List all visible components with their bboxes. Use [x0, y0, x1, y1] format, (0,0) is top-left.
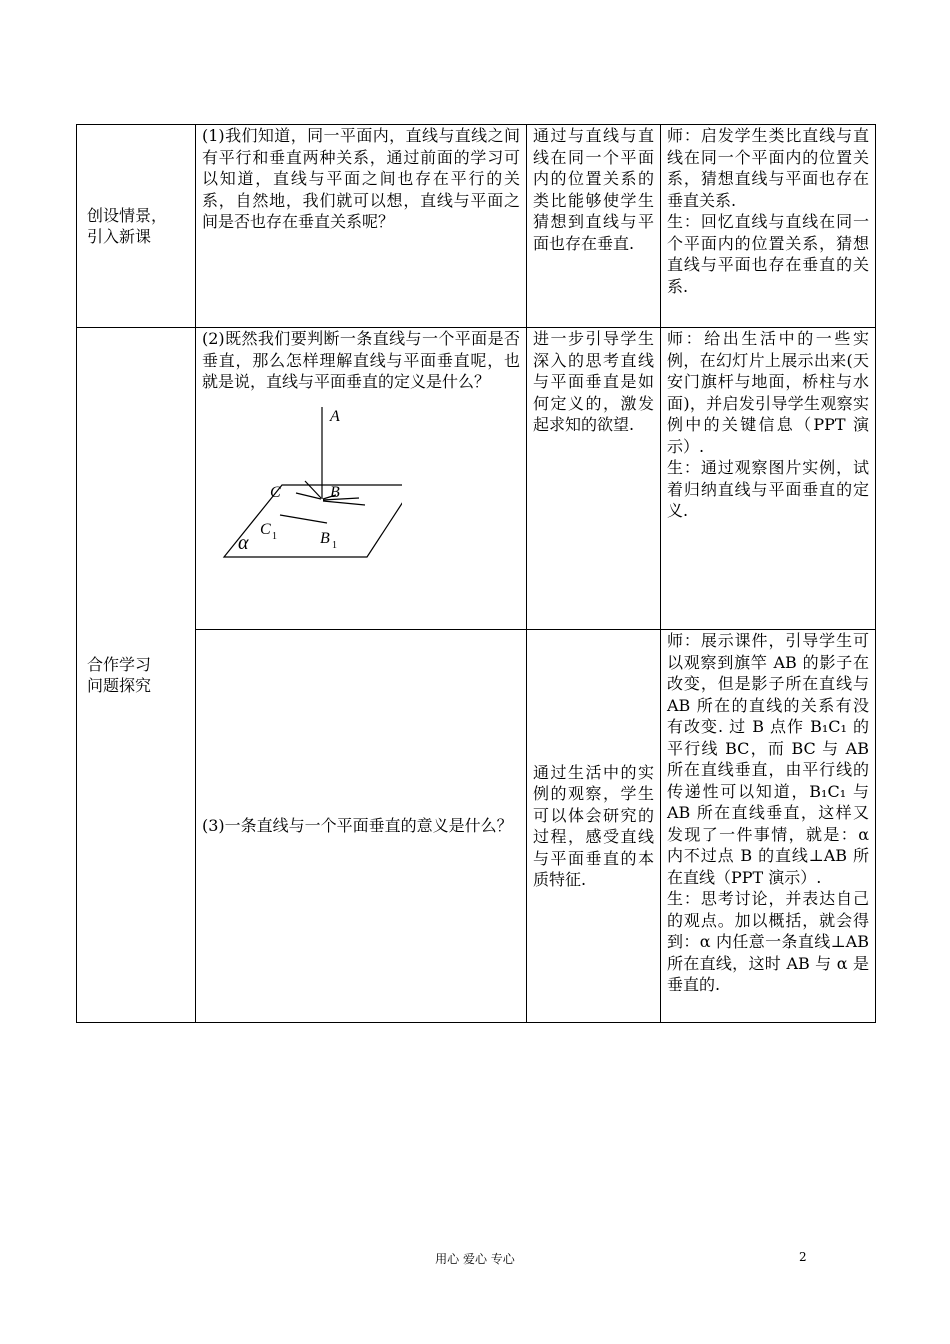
content-text: (1)我们知道，同一平面内，直线与直线之间有平行和垂直两种关系，通过前面的学习可以知道，直线与平面之间也存在平行的关系，自然地，我们就可以想，直线与平面之间是否也存在垂直关系呢？: [202, 126, 520, 231]
activity-cell: [661, 125, 876, 328]
activity-cell: [661, 630, 876, 1023]
content-cell: [196, 125, 527, 328]
intent-text: 通过生活中的实例的观察，学生可以体会研究的过程，感受直线与平面垂直的本质特征.: [533, 762, 654, 889]
content-text: (3)一条直线与一个平面垂直的意义是什么？: [202, 816, 513, 836]
label-alpha: α: [238, 531, 249, 554]
ray-4: [323, 501, 365, 505]
table-row: [77, 125, 876, 328]
activity-cell: [661, 328, 876, 630]
content-text: (2)既然我们要判断一条直线与一个平面是否垂直，那么怎样理解直线与平面垂直呢，也就是说，直线与平面垂直的定义是什么？: [202, 329, 520, 391]
activity-text: 师：启发学生类比直线与直线在同一个平面内的位置关系，猜想直线与平面也存在垂直关系. 生：回忆直线与直线在同一个平面内的位置关系，猜想直线与平面也存在垂直的关系.: [667, 126, 869, 296]
footer-motto: 用心 爱心 专心: [435, 1252, 515, 1266]
intent-cell: [527, 125, 661, 328]
intent-text: 通过与直线与直线在同一个平面内的位置关系的类比能够使学生猜想到直线与平面也存在垂直.: [533, 126, 654, 253]
stage-label: 合作学习 问题探究: [87, 654, 152, 695]
lesson-table: [76, 124, 876, 1023]
stage-cell: [77, 125, 196, 328]
plane-perpendicular-figure: [202, 407, 402, 577]
table-row: [77, 630, 876, 1023]
label-C: C: [270, 483, 281, 501]
page-number: 2: [799, 1250, 807, 1264]
intent-text: 进一步引导学生深入的思考直线与平面垂直是如何定义的，激发起求知的欲望.: [533, 329, 654, 434]
table-row: [77, 328, 876, 630]
label-B: B: [330, 483, 340, 501]
activity-text: 师：展示课件，引导学生可以观察到旗竿 AB 的影子在改变，但是影子所在直线与 AB 所在的直线的关系有没有改变. 过 B 点作 B₁C₁ 的平行线 BC，而 BC 与 AB 所在直线垂直，由平行线的传递性可以知道，B₁C₁ 与 AB 所在直线垂直，这样又发现了一件事情，就是：α 内不过点 B 的直线⊥AB 所在直线（PPT 演示）. 生：思考讨论，并表达自己的观点。加以概括，就会得到：α 内任意一条直线⊥AB 所在直线，这时 AB 与 α 是垂直的.: [667, 631, 869, 994]
content-cell: [196, 630, 527, 1023]
intent-cell: [527, 328, 661, 630]
activity-text: 师：给出生活中的一些实例，在幻灯片上展示出来(天安门旗杆与地面，桥柱与水面)，并启发引导学生观察实例中的关键信息（PPT 演示）. 生：通过观察图片实例，试着归纳直线与平面垂直的定义.: [667, 329, 869, 520]
line-C1-B1: [280, 515, 327, 523]
ray-3: [323, 498, 359, 500]
label-B1-sub: 1: [332, 539, 337, 551]
label-C1: C: [260, 520, 271, 538]
label-B1: B: [320, 529, 330, 547]
intent-cell: [527, 630, 661, 1023]
stage-cell: [77, 328, 196, 1023]
figure-svg: [202, 407, 402, 577]
label-A: A: [330, 407, 340, 425]
label-C1-sub: 1: [272, 530, 277, 542]
content-cell: [196, 328, 527, 630]
stage-label: 创设情景， 引入新课: [87, 205, 168, 246]
